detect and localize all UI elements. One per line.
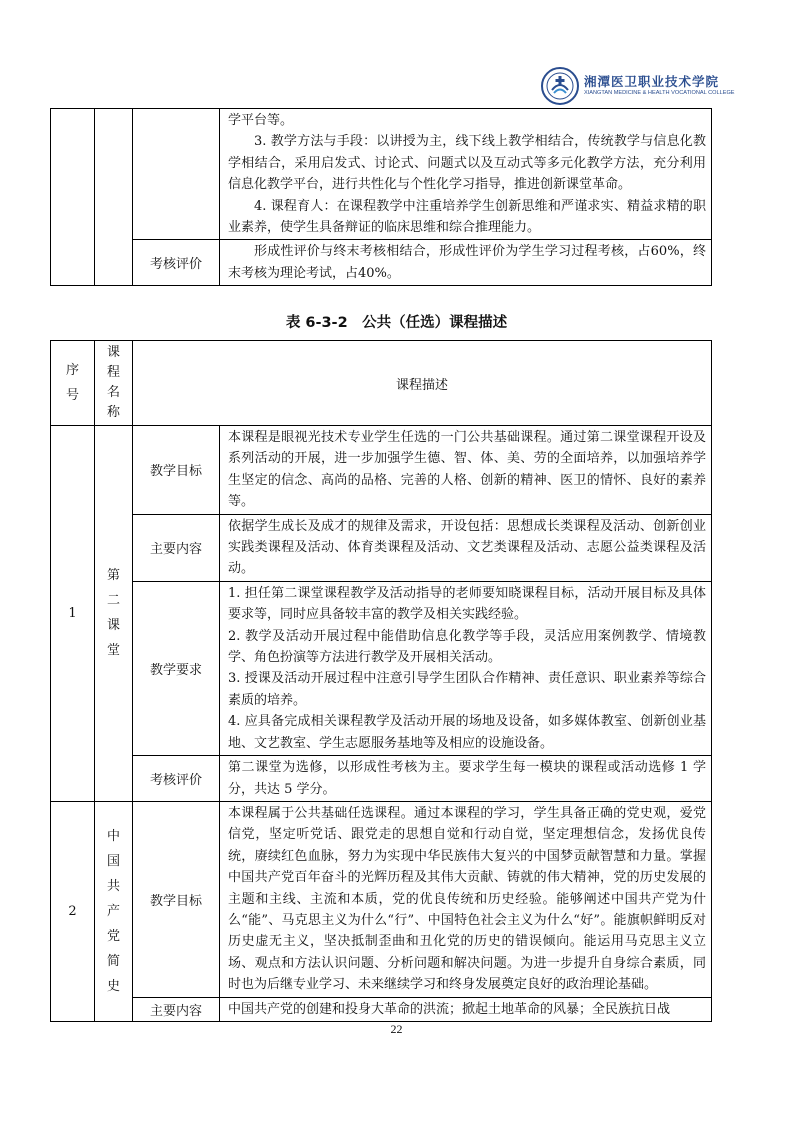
name-cell-empty: [95, 109, 133, 286]
public-elective-course-table: [50, 340, 712, 1022]
list-item: 1. 担任第二课堂课程教学及活动指导的老师要知晓课程目标，活动开展目标及具体要求等，同时应具备较丰富的教学及相关实践经验。: [228, 585, 707, 623]
list-item: 3. 授课及活动开展过程中注意引导学生团队合作精神、责任意识、职业素养等综合素质的培养。: [228, 671, 707, 708]
continued-course-table: [50, 108, 712, 286]
goal-label: 教学目标: [133, 426, 220, 515]
goal-text: 本课程属于公共基础任选课程。通过本课程的学习，学生具备正确的党史观，爱党信党，坚定听党话、跟党走的思想自觉和行动自觉，坚定理想信念，发扬优良传统，赓续红色血脉，努力为实现中华民族伟大复兴的中国梦贡献智慧和力量。掌握中国共产党百年奋斗的光辉历程及其伟大贡献、铸就的伟大精神，党的历史发展的主题和主线、主流和本质，党的优良传统和历史经验。能够阐述中国共产党为什么“能”、马克思主义为什么“行”、中国特色社会主义为什么“好”。能旗帜鲜明反对历史虚无主义，坚决抵制歪曲和丑化党的历史的错误倾向。能运用马克思主义立场、观点和方法认识问题、分析问题和解决问题。为进一步提升自身综合素质，同时也为后继专业学习、未来继续学习和终身发展奠定良好的政治理论基础。: [220, 801, 712, 997]
list-item: 2. 教学及活动开展过程中能借助信息化教学等手段，灵活应用案例教学、情境教学、角色扮演等方法进行教学及开展相关活动。: [228, 628, 707, 666]
seq-cell-empty: [51, 109, 95, 286]
paragraph: 学平台等。: [228, 113, 294, 128]
exam-label: 考核评价: [133, 756, 220, 802]
header-seq: 序 号: [51, 341, 95, 426]
content-text: 依据学生成长及成才的规律及需求，开设包括：思想成长类课程及活动、创新创业实践类课程及活动、体育类课程及活动、文艺类课程及活动、志愿公益类课程及活动。: [220, 514, 712, 581]
content-text: 中国共产党的创建和投身大革命的洪流；掀起土地革命的风暴；全民族抗日战: [220, 997, 712, 1021]
college-name-en: XIANGTAN MEDICINE & HEALTH VOCATIONAL COLLEGE: [584, 90, 735, 96]
table-title: 表 6-3-2 公共（任选）课程描述: [285, 315, 508, 331]
requirements-text: [220, 581, 712, 755]
row-course-name: 中 国 共 产 党 简 史: [95, 801, 133, 1021]
content-label: 主要内容: [133, 514, 220, 581]
exam-text: 第二课堂为选修，以形成性考核为主。要求学生每一模块的课程或活动选修 1 学分，共达 5 学分。: [220, 756, 712, 802]
paragraph: 4. 课程育人：在课程教学中注重培养学生创新思维和严谨求实、精益求精的职业素养，使学生具备辩证的临床思维和综合推理能力。: [228, 198, 706, 236]
header-course-name: 课 程 名 称: [95, 341, 133, 426]
paragraph: 3. 教学方法与手段：以讲授为主，线下线上教学相结合，传统教学与信息化教学相结合，采用启发式、讨论式、问题式以及互动式等多元化教学方法，充分利用信息化教学平台，进行共性化与个性化学习指导，推进创新课堂革命。: [228, 134, 706, 193]
college-logo: [540, 66, 740, 108]
exam-label: 考核评价: [133, 240, 220, 286]
label-cell-empty: [133, 109, 220, 240]
goal-label: 教学目标: [133, 801, 220, 997]
list-item: 4. 应具备完成相关课程教学及活动开展的场地及设备，如多媒体教室、创新创业基地、文艺教室、学生志愿服务基地等及相应的设施设备。: [228, 714, 707, 751]
goal-text: 本课程是眼视光技术专业学生任选的一门公共基础课程。通过第二课堂课程开设及系列活动的开展，进一步加强学生德、智、体、美、劳的全面培养，以加强培养学生坚定的信念、高尚的品格、完善的人格、创新的精神、医卫的情怀、良好的素养等。: [220, 426, 712, 515]
teaching-requirements-continued: [220, 109, 712, 240]
row-course-name: 第 二 课 堂: [95, 426, 133, 802]
content-label: 主要内容: [133, 997, 220, 1021]
paragraph: 形成性评价与终末考核相结合，形成性评价为学生学习过程考核，占60%，终末考核为理论考试，占40%。: [228, 244, 706, 281]
row-seq: 1: [51, 426, 95, 802]
row-seq: 2: [51, 801, 95, 1021]
page-number: 22: [390, 1022, 403, 1036]
college-seal-icon: [540, 66, 580, 106]
requirements-label: 教学要求: [133, 581, 220, 755]
exam-text: [220, 240, 712, 286]
college-name-cn: 湘潭医卫职业技术学院: [584, 74, 720, 89]
header-course-description: 课程描述: [133, 341, 712, 426]
